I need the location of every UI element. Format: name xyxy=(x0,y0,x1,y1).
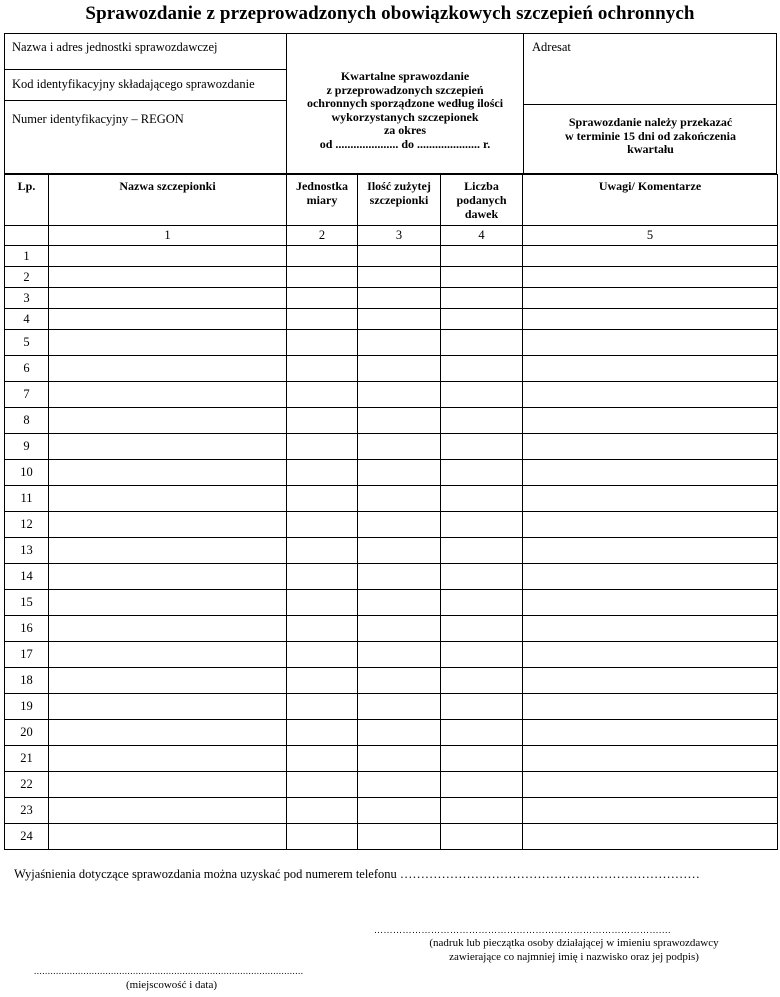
unit-cell[interactable] xyxy=(287,642,358,668)
row-number: 4 xyxy=(5,309,49,330)
doses-cell[interactable] xyxy=(441,460,523,486)
row-number: 9 xyxy=(5,434,49,460)
table-row xyxy=(5,356,778,382)
unit-cell[interactable] xyxy=(287,288,358,309)
unit-cell[interactable] xyxy=(287,746,358,772)
unit-cell[interactable] xyxy=(287,538,358,564)
row-number: 14 xyxy=(5,564,49,590)
report-period-block xyxy=(287,70,523,151)
row-number: 21 xyxy=(5,746,49,772)
row-number: 11 xyxy=(5,486,49,512)
comments-cell[interactable] xyxy=(523,772,778,798)
unit-cell[interactable] xyxy=(287,694,358,720)
center-line: za okres xyxy=(383,123,427,137)
quantity-cell[interactable] xyxy=(358,460,441,486)
doses-cell[interactable] xyxy=(441,616,523,642)
place-date-caption: (miejscowość i data) xyxy=(125,979,218,991)
row-number: 19 xyxy=(5,694,49,720)
doses-cell[interactable] xyxy=(441,434,523,460)
quantity-cell[interactable] xyxy=(358,330,441,356)
unit-cell[interactable] xyxy=(287,246,358,267)
vaccine-name-cell[interactable] xyxy=(49,720,287,746)
table-row xyxy=(5,408,778,434)
place-date-line[interactable]: .................................................................................................. xyxy=(34,966,304,976)
column-header-quantity-used: Ilość zużytej szczepionki xyxy=(358,175,441,226)
quantity-cell[interactable] xyxy=(358,746,441,772)
table-row xyxy=(5,746,778,772)
comments-cell[interactable] xyxy=(523,267,778,288)
unit-cell[interactable] xyxy=(287,798,358,824)
doses-cell[interactable] xyxy=(441,267,523,288)
doses-cell[interactable] xyxy=(441,668,523,694)
doses-cell[interactable] xyxy=(441,824,523,850)
vaccine-name-cell[interactable] xyxy=(49,694,287,720)
vaccine-name-cell[interactable] xyxy=(49,246,287,267)
comments-cell[interactable] xyxy=(523,668,778,694)
comments-cell[interactable] xyxy=(523,288,778,309)
doses-cell[interactable] xyxy=(441,512,523,538)
unit-cell[interactable] xyxy=(287,512,358,538)
column-header-unit: Jednostka miary xyxy=(287,175,358,226)
comments-cell[interactable] xyxy=(523,824,778,850)
quantity-cell[interactable] xyxy=(358,408,441,434)
table-row xyxy=(5,824,778,850)
doses-cell[interactable] xyxy=(441,246,523,267)
unit-cell[interactable] xyxy=(287,486,358,512)
column-number: 5 xyxy=(523,226,778,246)
vaccine-name-cell[interactable] xyxy=(49,382,287,408)
doses-cell[interactable] xyxy=(441,330,523,356)
header-right-sep xyxy=(523,104,777,105)
center-line: ochronnych sporządzone według ilości xyxy=(306,96,504,110)
table-row xyxy=(5,798,778,824)
vaccine-name-cell[interactable] xyxy=(49,564,287,590)
unit-cell[interactable] xyxy=(287,668,358,694)
table-row xyxy=(5,486,778,512)
table-row xyxy=(5,668,778,694)
unit-cell[interactable] xyxy=(287,720,358,746)
table-row xyxy=(5,720,778,746)
column-number xyxy=(5,226,49,246)
quantity-cell[interactable] xyxy=(358,486,441,512)
quantity-cell[interactable] xyxy=(358,434,441,460)
doses-cell[interactable] xyxy=(441,564,523,590)
quantity-cell[interactable] xyxy=(358,616,441,642)
doses-cell[interactable] xyxy=(441,772,523,798)
comments-cell[interactable] xyxy=(523,382,778,408)
vaccine-name-cell[interactable] xyxy=(49,267,287,288)
row-number: 22 xyxy=(5,772,49,798)
row-number: 5 xyxy=(5,330,49,356)
comments-cell[interactable] xyxy=(523,720,778,746)
column-number: 1 xyxy=(49,226,287,246)
table-row xyxy=(5,460,778,486)
row-number: 13 xyxy=(5,538,49,564)
doses-cell[interactable] xyxy=(441,538,523,564)
row-number: 12 xyxy=(5,512,49,538)
table-row xyxy=(5,538,778,564)
quantity-cell[interactable] xyxy=(358,309,441,330)
doses-cell[interactable] xyxy=(441,309,523,330)
doses-cell[interactable] xyxy=(441,486,523,512)
table-row xyxy=(5,309,778,330)
unit-cell[interactable] xyxy=(287,309,358,330)
unit-cell[interactable] xyxy=(287,590,358,616)
table-row xyxy=(5,267,778,288)
signature-caption-2: zawierające co najmniej imię i nazwisko oraz jej podpis) xyxy=(449,951,699,963)
doses-cell[interactable] xyxy=(441,382,523,408)
quantity-cell[interactable] xyxy=(358,356,441,382)
doses-cell[interactable] xyxy=(441,590,523,616)
table-row xyxy=(5,512,778,538)
vaccine-name-cell[interactable] xyxy=(49,309,287,330)
deadline-line: w terminie 15 dni od zakończenia xyxy=(565,128,736,143)
comments-cell[interactable] xyxy=(523,590,778,616)
row-number: 1 xyxy=(5,246,49,267)
vaccine-name-cell[interactable] xyxy=(49,460,287,486)
unit-cell[interactable] xyxy=(287,616,358,642)
vaccine-name-cell[interactable] xyxy=(49,616,287,642)
row-number: 15 xyxy=(5,590,49,616)
comments-cell[interactable] xyxy=(523,746,778,772)
row-number: 8 xyxy=(5,408,49,434)
unit-name-field[interactable]: Nazwa i adres jednostki sprawozdawczej xyxy=(12,40,218,54)
quantity-cell[interactable] xyxy=(358,720,441,746)
quantity-cell[interactable] xyxy=(358,564,441,590)
table-row xyxy=(5,288,778,309)
vaccine-name-cell[interactable] xyxy=(49,434,287,460)
comments-cell[interactable] xyxy=(523,564,778,590)
row-number: 18 xyxy=(5,668,49,694)
regon-field[interactable]: Numer identyfikacyjny – REGON xyxy=(12,112,184,126)
deadline-note xyxy=(524,116,777,157)
quantity-cell[interactable] xyxy=(358,246,441,267)
column-number: 2 xyxy=(287,226,358,246)
doses-cell[interactable] xyxy=(441,356,523,382)
comments-cell[interactable] xyxy=(523,309,778,330)
comments-cell[interactable] xyxy=(523,798,778,824)
period-range[interactable]: od ..................... do ..................... r. xyxy=(319,136,491,151)
row-number: 3 xyxy=(5,288,49,309)
row-number: 6 xyxy=(5,356,49,382)
vaccine-name-cell[interactable] xyxy=(49,288,287,309)
comments-cell[interactable] xyxy=(523,408,778,434)
vaccine-name-cell[interactable] xyxy=(49,330,287,356)
unit-cell[interactable] xyxy=(287,434,358,460)
header-left-sep-1 xyxy=(4,69,286,70)
table-row xyxy=(5,330,778,356)
unit-cell[interactable] xyxy=(287,382,358,408)
table-row xyxy=(5,772,778,798)
column-number: 4 xyxy=(441,226,523,246)
vaccine-name-cell[interactable] xyxy=(49,668,287,694)
quantity-cell[interactable] xyxy=(358,798,441,824)
table-row xyxy=(5,642,778,668)
doses-cell[interactable] xyxy=(441,642,523,668)
quantity-cell[interactable] xyxy=(358,694,441,720)
adresat-field[interactable]: Adresat xyxy=(532,40,571,54)
row-number: 24 xyxy=(5,824,49,850)
doses-cell[interactable] xyxy=(441,288,523,309)
quantity-cell[interactable] xyxy=(358,642,441,668)
column-header-doses: Liczba podanych dawek xyxy=(441,175,523,226)
vaccine-name-cell[interactable] xyxy=(49,538,287,564)
comments-cell[interactable] xyxy=(523,246,778,267)
row-number: 23 xyxy=(5,798,49,824)
column-header-vaccine-name: Nazwa szczepionki xyxy=(49,175,287,226)
quantity-cell[interactable] xyxy=(358,590,441,616)
vaccine-name-cell[interactable] xyxy=(49,642,287,668)
vaccination-table xyxy=(4,174,778,850)
unit-cell[interactable] xyxy=(287,564,358,590)
comments-cell[interactable] xyxy=(523,460,778,486)
quantity-cell[interactable] xyxy=(358,267,441,288)
quantity-cell[interactable] xyxy=(358,512,441,538)
quantity-cell[interactable] xyxy=(358,382,441,408)
vaccine-name-cell[interactable] xyxy=(49,486,287,512)
comments-cell[interactable] xyxy=(523,486,778,512)
unit-cell[interactable] xyxy=(287,824,358,850)
center-line: Kwartalne sprawozdanie xyxy=(340,69,470,83)
table-row xyxy=(5,434,778,460)
unit-cell[interactable] xyxy=(287,330,358,356)
row-number: 16 xyxy=(5,616,49,642)
header-left-sep-2 xyxy=(4,100,286,101)
table-row xyxy=(5,590,778,616)
vaccine-name-cell[interactable] xyxy=(49,356,287,382)
column-header-lp: Lp. xyxy=(5,175,49,226)
vaccine-name-cell[interactable] xyxy=(49,824,287,850)
comments-cell[interactable] xyxy=(523,616,778,642)
comments-cell[interactable] xyxy=(523,434,778,460)
comments-cell[interactable] xyxy=(523,642,778,668)
doses-cell[interactable] xyxy=(441,798,523,824)
vaccine-name-cell[interactable] xyxy=(49,590,287,616)
doses-cell[interactable] xyxy=(441,694,523,720)
column-header-comments: Uwagi/ Komentarze xyxy=(523,175,778,226)
quantity-cell[interactable] xyxy=(358,288,441,309)
table-row xyxy=(5,616,778,642)
deadline-line: Sprawozdanie należy przekazać xyxy=(568,115,733,129)
doses-cell[interactable] xyxy=(441,720,523,746)
doses-cell[interactable] xyxy=(441,408,523,434)
column-number: 3 xyxy=(358,226,441,246)
vaccine-name-cell[interactable] xyxy=(49,512,287,538)
deadline-line: kwartału xyxy=(627,142,674,156)
comments-cell[interactable] xyxy=(523,356,778,382)
table-row xyxy=(5,246,778,267)
center-line: z przeprowadzonych szczepień xyxy=(326,82,484,97)
signature-caption-1: (nadruk lub pieczątka osoby działającej w imieniu sprawozdawcy xyxy=(429,937,719,949)
quantity-cell[interactable] xyxy=(358,772,441,798)
vaccine-name-cell[interactable] xyxy=(49,772,287,798)
center-line: wykorzystanych szczepionek xyxy=(331,109,479,124)
phone-info[interactable]: Wyjaśnienia dotyczące sprawozdania można uzyskać pod numerem telefonu ……………………………………………………………… xyxy=(14,867,700,881)
unit-cell[interactable] xyxy=(287,460,358,486)
comments-cell[interactable] xyxy=(523,538,778,564)
identification-code-field[interactable]: Kod identyfikacyjny składającego sprawozdanie xyxy=(12,77,255,91)
vaccine-name-cell[interactable] xyxy=(49,408,287,434)
comments-cell[interactable] xyxy=(523,694,778,720)
unit-cell[interactable] xyxy=(287,772,358,798)
row-number: 17 xyxy=(5,642,49,668)
row-number: 10 xyxy=(5,460,49,486)
comments-cell[interactable] xyxy=(523,512,778,538)
table-row xyxy=(5,694,778,720)
page-title: Sprawozdanie z przeprowadzonych obowiązkowych szczepień ochronnych xyxy=(85,3,695,24)
row-number: 20 xyxy=(5,720,49,746)
quantity-cell[interactable] xyxy=(358,668,441,694)
vaccine-name-cell[interactable] xyxy=(49,746,287,772)
unit-cell[interactable] xyxy=(287,356,358,382)
row-number: 2 xyxy=(5,267,49,288)
unit-cell[interactable] xyxy=(287,408,358,434)
quantity-cell[interactable] xyxy=(358,824,441,850)
vaccine-name-cell[interactable] xyxy=(49,798,287,824)
quantity-cell[interactable] xyxy=(358,538,441,564)
row-number: 7 xyxy=(5,382,49,408)
unit-cell[interactable] xyxy=(287,267,358,288)
table-row xyxy=(5,564,778,590)
comments-cell[interactable] xyxy=(523,330,778,356)
table-row xyxy=(5,382,778,408)
doses-cell[interactable] xyxy=(441,746,523,772)
signature-line[interactable]: ……………………………………………………………………………….… xyxy=(374,925,672,935)
